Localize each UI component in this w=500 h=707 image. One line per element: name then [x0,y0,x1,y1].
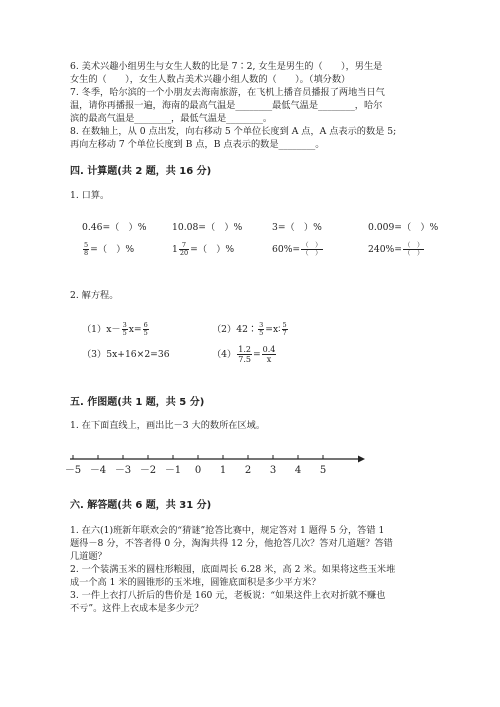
oral-calc-8: 240%= $\frac{( )}{( )}$ [368,241,424,257]
q7-line-3: 滨的最高气温是________，最低气温是________。 [70,113,273,124]
number-line-tick-label: －2 [139,465,157,476]
equation-1: （1）x－ $\frac{3}{5}$ x= $\frac{6}{5}$ [82,321,148,337]
q6-1-line-2: 题得－8 分，不答者得 0 分，淘淘共得 12 分，他抢答几次？答对几道题？答错 [70,538,393,549]
q7-line-1: 7. 冬季，哈尔滨的一个小朋友去海南旅游，在飞机上播音员播报了两地当日气 [70,87,385,98]
number-line-tick-label: 5 [319,465,327,476]
number-line-tick-label: －5 [64,465,82,476]
number-line[interactable] [64,452,368,482]
number-line-tick-label: 2 [244,465,252,476]
oral-calc-1: 0.46=（ ）% [82,222,147,233]
q6-2-line-2: 成一个高 1 米的圆锥形的玉米堆，圆锥底面积是多少平方米？ [70,577,321,588]
section-4-title: 四. 计算题(共 2 题，共 16 分) [70,166,212,177]
oral-calc-5: $\frac{5}{8}$ =（ ）% [84,241,135,257]
number-line-tick-label: －1 [164,465,182,476]
oral-calc-7: 60%= $\frac{( )}{( )}$ [272,241,322,257]
oral-calc-2: 10.08=（ ）% [172,222,243,233]
q6-1-line-1: 1. 在六(1)班新年联欢会的“猜谜”抢答比赛中，规定答对 1 题得 5 分，答错 1 [70,525,385,536]
oral-calc-3: 3=（ ）% [272,222,322,233]
number-line-arrow [358,456,365,463]
q6-3-line-1: 3. 一件上衣打八折后的售价是 160 元，老板说：“如果这件上衣对折就不赚也 [70,590,386,601]
oral-calc-4: 0.009=（ ）% [368,222,439,233]
number-line-tick-label: －4 [89,465,107,476]
equation-3: （3）5x+16×2=36 [82,349,170,360]
number-line-tick-label: 3 [269,465,277,476]
section-6-title: 六. 解答题(共 6 题，共 31 分) [70,500,212,511]
number-line-tick-label: 0 [194,465,202,476]
q6-line-2: 女生的（ ），女生人数占美术兴趣小组人数的（ ）。（填分数） [70,74,351,85]
number-line-tick-label: －3 [114,465,132,476]
q8-line-1: 8. 在数轴上，从 0 点出发，向右移动 5 个单位长度到 A 点，A 点表示的数是 5; [70,126,397,137]
q4-1-label: 1. 口算。 [70,190,110,201]
section-5-title: 五. 作图题(共 1 题，共 5 分) [70,397,205,408]
equation-4: （4） $\frac{1.2}{7.5}$ = $\frac{0.4}{x}$ [212,345,276,364]
number-line-tick-label: 4 [294,465,302,476]
q8-line-2: 再向左移动 7 个单位长度到 B 点，B 点表示的数是________。 [70,139,325,150]
q5-1-label: 1. 在下面直线上，画出比－3 大的数所在区域。 [70,420,266,431]
oral-calc-6: 1 $\frac{7}{20}$ =（ ）% [172,241,235,257]
equation-2: （2）42∶ $\frac{3}{5}$ =x∶ $\frac{5}{7}$ [212,321,287,337]
q6-2-line-1: 2. 一个装满玉米的圆柱形粮囤，底面周长 6.28 米，高 2 米。如果将这些玉米堆 [70,564,396,575]
q4-2-label: 2. 解方程。 [70,290,119,301]
q6-3-line-2: 不亏”。这件上衣成本是多少元？ [70,603,204,614]
q6-line-1: 6. 美术兴趣小组男生与女生人数的比是 7∶2, 女生是男生的（ ），男生是 [70,61,383,72]
q7-line-2: 温，请你再播报一遍，海南的最高气温是________最低气温是________，哈尔 [70,100,383,111]
q6-1-line-3: 几道题？ [70,551,107,562]
number-line-tick-label: 1 [219,465,227,476]
